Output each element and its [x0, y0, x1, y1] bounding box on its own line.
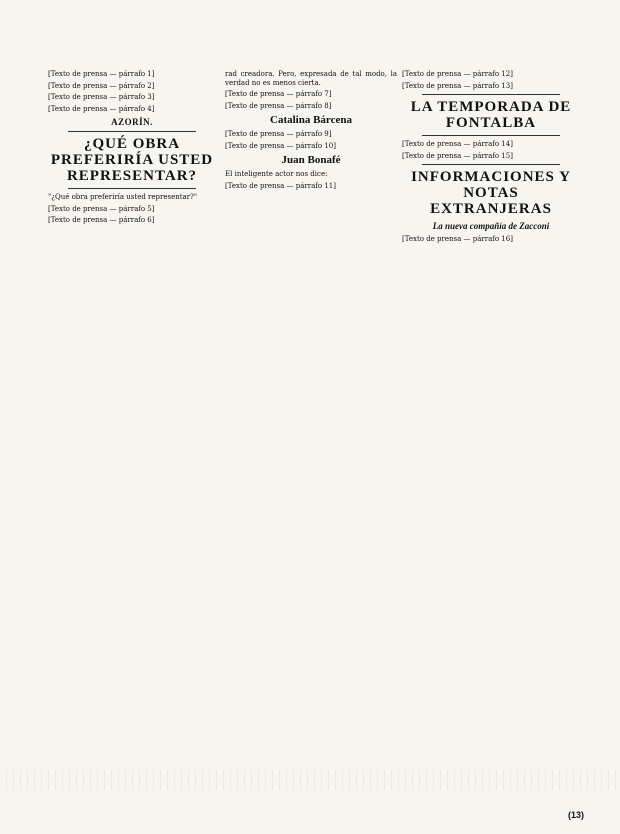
interview-heading-juan: Juan Bonafé	[281, 154, 341, 166]
article-paragraph: [Texto de prensa — párrafo 2]	[48, 81, 155, 90]
article-paragraph: [Texto de prensa — párrafo 12]	[402, 70, 513, 78]
page-number: (13)	[567, 810, 584, 820]
divider	[422, 164, 560, 165]
article-paragraph: [Texto de prensa — párrafo 6]	[48, 216, 155, 224]
article-paragraph: [Texto de prensa — párrafo 7]	[225, 90, 332, 98]
article-signature: AZORÍN.	[111, 117, 153, 127]
season-heading: LA TEMPORADA DE FONTALBA	[410, 99, 572, 131]
survey-heading: ¿QUÉ OBRA PREFERIRÍA USTED REPRESENTAR?	[50, 136, 214, 184]
foreign-news-heading: INFORMACIONES Y NOTAS EXTRANJERAS	[411, 169, 571, 217]
article-paragraph: [Texto de prensa — párrafo 14]	[402, 140, 513, 148]
article-paragraph: [Texto de prensa — párrafo 4]	[48, 104, 155, 113]
divider	[68, 188, 196, 189]
article-paragraph: [Texto de prensa — párrafo 13]	[402, 81, 513, 90]
divider	[422, 135, 560, 136]
article-paragraph: [Texto de prensa — párrafo 1]	[48, 70, 155, 78]
article-paragraph: [Texto de prensa — párrafo 9]	[225, 130, 332, 138]
column-right	[402, 70, 580, 247]
article-paragraph: El inteligente actor nos dice:	[225, 170, 328, 178]
page-fold-marks	[0, 770, 620, 790]
article-paragraph: [Texto de prensa — párrafo 5]	[48, 204, 155, 213]
survey-question: "¿Qué obra preferiría usted representar?"	[48, 193, 198, 201]
column-left	[48, 70, 216, 228]
divider	[422, 94, 560, 95]
article-paragraph: [Texto de prensa — párrafo 8]	[225, 101, 332, 110]
article-paragraph: [Texto de prensa — párrafo 15]	[402, 151, 513, 160]
article-paragraph: [Texto de prensa — párrafo 11]	[225, 181, 336, 190]
article-paragraph: [Texto de prensa — párrafo 3]	[48, 93, 155, 101]
interview-heading-catalina: Catalina Bárcena	[270, 114, 352, 126]
zacconi-subheading: La nueva compañía de Zacconi	[432, 221, 550, 231]
article-paragraph: [Texto de prensa — párrafo 10]	[225, 141, 336, 150]
article-paragraph: rad creadora. Pero, expresada de tal modo, la verdad no es menos cierta.	[225, 70, 397, 87]
article-paragraph: [Texto de prensa — párrafo 16]	[402, 235, 513, 243]
column-middle	[225, 70, 397, 193]
divider	[68, 131, 196, 132]
